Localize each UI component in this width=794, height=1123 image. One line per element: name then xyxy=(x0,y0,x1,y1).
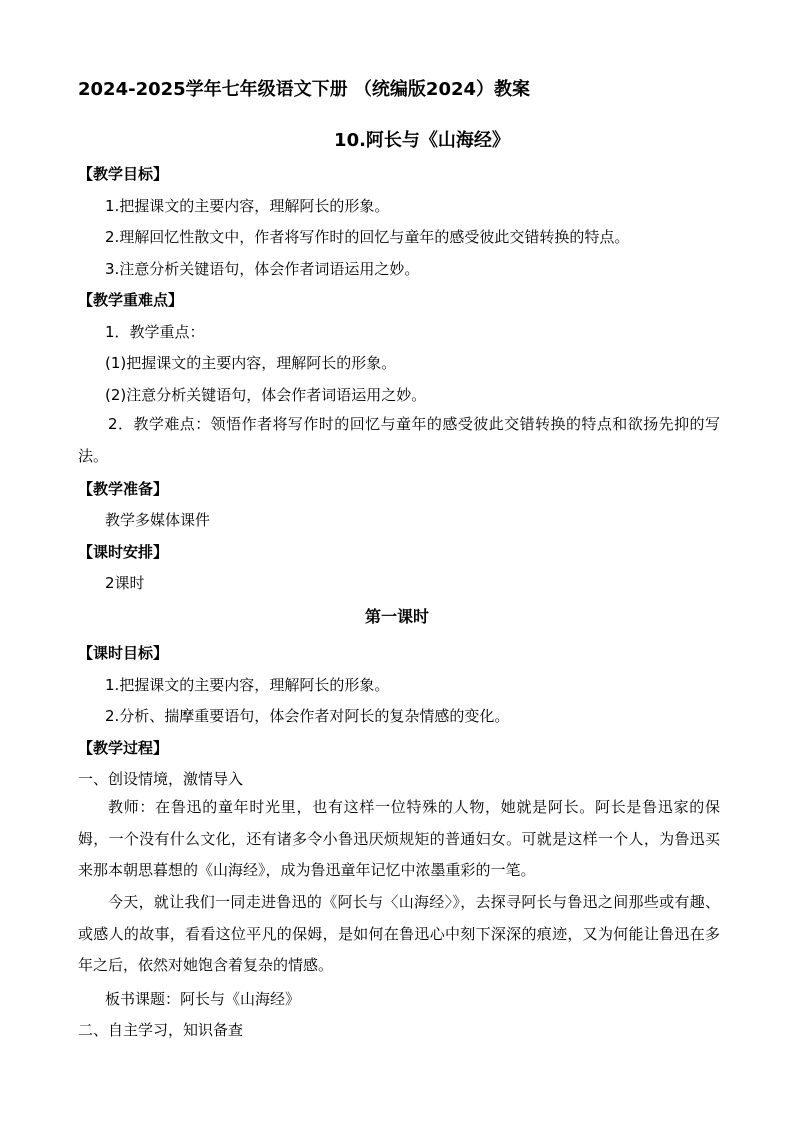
board-title-text: 板书课题：阿长与《山海经》 xyxy=(105,990,301,1008)
step1-paragraph-intro: 教师：在鲁迅的童年时光里，也有这样一位特殊的人物，她就是阿长。阿长是鲁迅家的保姆，一个没有什么文化，还有诸多令小鲁迅厌烦规矩的普通妇女。可就是这样一个人，为鲁迅买来那本朝思暮想的《山海经》，成为鲁迅童年记忆中浓墨重彩的一笔。 xyxy=(78,798,720,879)
prep-heading: 【教学准备】 xyxy=(78,480,169,498)
key-points-heading: 【教学重难点】 xyxy=(78,291,184,309)
key-point-item: (1)把握课文的主要内容，理解阿长的形象。 xyxy=(105,354,397,372)
prep-text: 教学多媒体课件 xyxy=(105,511,211,529)
key-point-item: (2)注意分析关键语句，体会作者词语运用之妙。 xyxy=(105,386,427,404)
schedule-text: 2课时 xyxy=(105,574,145,592)
schedule-heading: 【课时安排】 xyxy=(78,543,169,561)
difficulty-paragraph: 2．教学难点：领悟作者将写作时的回忆与童年的感受彼此交错转换的特点和欲扬先抑的写法。 xyxy=(78,415,720,465)
first-lesson-title: 第一课时 xyxy=(364,607,429,626)
lesson-goals-heading: 【课时目标】 xyxy=(78,644,169,662)
step2-heading: 二、自主学习，知识备查 xyxy=(78,1021,244,1039)
goal-item: 3.注意分析关键语句，体会作者词语运用之妙。 xyxy=(105,260,420,278)
goals-heading: 【教学目标】 xyxy=(78,165,169,183)
lesson-goal-item: 1.把握课文的主要内容，理解阿长的形象。 xyxy=(105,676,390,694)
goal-item: 1.把握课文的主要内容，理解阿长的形象。 xyxy=(105,197,390,215)
goal-item: 2.理解回忆性散文中，作者将写作时的回忆与童年的感受彼此交错转换的特点。 xyxy=(105,228,630,246)
step1-paragraph-today: 今天，就让我们一同走进鲁迅的《阿长与〈山海经〉》，去探寻阿长与鲁迅之间那些或有趣、或感人的故事，看看这位平凡的保姆，是如何在鲁迅心中刻下深深的痕迹，又为何能让鲁迅在多年之后，依然对她饱含着复杂的情感。 xyxy=(78,893,720,974)
lesson-goal-item: 2.分析、揣摩重要语句，体会作者对阿长的复杂情感的变化。 xyxy=(105,707,510,725)
document-header-title: 2024-2025学年七年级语文下册 （统编版2024）教案 xyxy=(78,79,531,100)
step1-heading: 一、创设情境，激情导入 xyxy=(78,770,244,788)
lesson-title: 10.阿长与《山海经》 xyxy=(334,130,510,151)
process-heading: 【教学过程】 xyxy=(78,739,169,757)
key-points-label: 1．教学重点： xyxy=(105,323,205,341)
